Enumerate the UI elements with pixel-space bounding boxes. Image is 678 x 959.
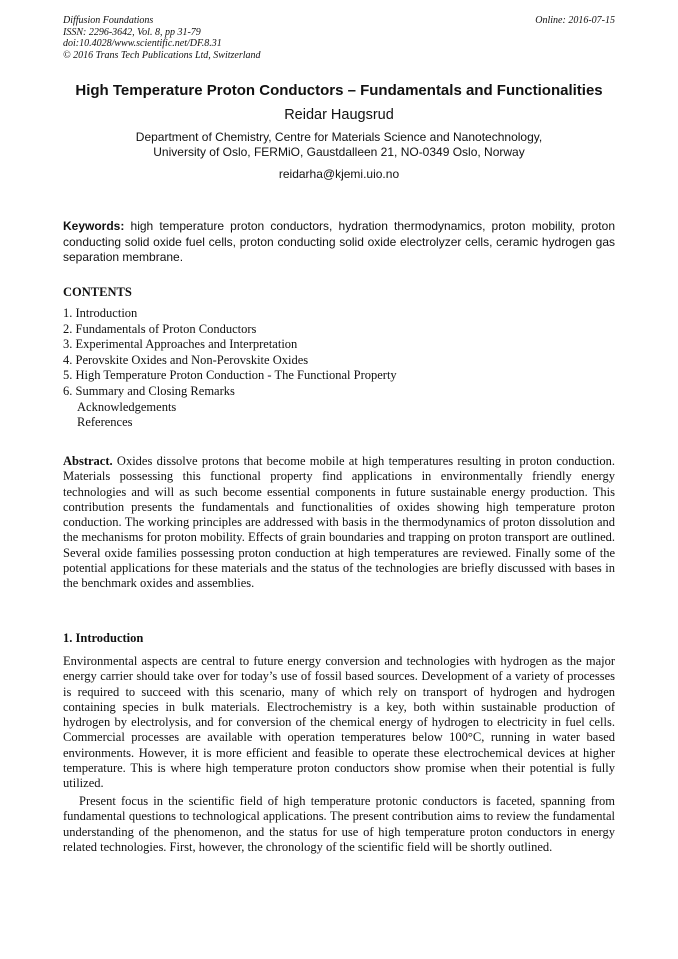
affiliation-line-1: Department of Chemistry, Centre for Materials Science and Nanotechnology, bbox=[135, 130, 543, 144]
issn-line: ISSN: 2296-3642, Vol. 8, pp 31-79 bbox=[63, 26, 201, 38]
toc-item: 2. Fundamentals of Proton Conductors bbox=[63, 321, 257, 336]
toc-item: 5. High Temperature Proton Conduction - The Functional Property bbox=[63, 368, 397, 383]
keywords-label: Keywords: bbox=[63, 219, 125, 233]
toc-item: 6. Summary and Closing Remarks bbox=[63, 383, 235, 398]
author-email: reidarha@kjemi.uio.no bbox=[278, 167, 400, 181]
abstract-text: Oxides dissolve protons that become mobile at high temperatures resulting in proton conduction. Materials possessing this functional property find applications in environmentally friendly energy technologies and will as such become essential components in future sustainable energy production. This contribution presents the fundamentals and functionalities of oxides showing high temperature proton conduction. The working principles are addressed with basis in the thermodynamics of proton dissolution and the mechanisms for proton mobility. Effects of grain boundaries and trapping on proton transport are outlined. Several oxide families possessing proton conduction at high temperatures are reviewed. Finally some of the potential applications for these materials and the status of the technologies are briefly discussed with bases in the benchmark oxides and assemblies. bbox=[63, 454, 616, 591]
toc-item: References bbox=[77, 415, 133, 430]
journal-name: Diffusion Foundations bbox=[63, 15, 154, 26]
contents-heading: CONTENTS bbox=[63, 285, 132, 299]
table-of-contents bbox=[63, 306, 397, 431]
keywords-text: high temperature proton conductors, hydration thermodynamics, proton mobility, proton conducting solid oxide fuel cells, proton conducting solid oxide electrolyzer cells, ceramic hydrogen gas separation membrane. bbox=[63, 219, 615, 264]
affiliation bbox=[63, 130, 615, 160]
abstract bbox=[63, 454, 615, 592]
doi-line: doi:10.4028/www.scientific.net/DF.8.31 bbox=[63, 38, 222, 49]
journal-header bbox=[63, 15, 261, 61]
online-date: Online: 2016-07-15 bbox=[535, 15, 615, 26]
copyright-line: © 2016 Trans Tech Publications Ltd, Switzerland bbox=[63, 49, 261, 61]
title-block bbox=[63, 82, 615, 182]
toc-item: 4. Perovskite Oxides and Non-Perovskite Oxides bbox=[63, 352, 309, 367]
paper-title: High Temperature Proton Conductors – Fundamentals and Functionalities bbox=[75, 82, 603, 99]
toc-item: 1. Introduction bbox=[63, 306, 138, 320]
abstract-label: Abstract. bbox=[63, 454, 113, 468]
toc-item: Acknowledgements bbox=[77, 399, 177, 414]
intro-paragraph-1: Environmental aspects are central to future energy conversion and technologies with hydrogen as the major energy carrier should take over for today’s use of fossil based sources. Development of a variety of processes is required to succeed with this scenario, many of which rely on transport of hydrogen and hydrogen containing species in bulk materials. Electrochemistry is a key, both within sustainable production of hydrogen by electrolysis, and for conversion of the chemical energy of hydrogen to electricity in fuel cells. Commercial processes are available with operation temperatures below 100°C, running in water based environments. However, it is more efficient and feasible to operate these electrochemical devices at higher temperature. This is where high temperature proton conductors show promise when their potential is fully utilized. bbox=[63, 654, 615, 791]
affiliation-line-2: University of Oslo, FERMiO, Gaustdalleen 21, NO-0349 Oslo, Norway bbox=[153, 145, 525, 159]
section-heading-introduction: 1. Introduction bbox=[63, 631, 144, 645]
keywords bbox=[63, 219, 615, 266]
author-name: Reidar Haugsrud bbox=[284, 107, 394, 123]
toc-item: 3. Experimental Approaches and Interpretation bbox=[63, 337, 298, 352]
intro-paragraph-2: Present focus in the scientific field of high temperature protonic conductors is faceted, spanning from fundamental questions to technological applications. The present contribution aims to review the fundamental understanding of the phenomenon, and the status for use of high temperature proton conductors in energy related technologies. First, however, the chronology of the scientific field will be shortly outlined. bbox=[63, 794, 615, 854]
